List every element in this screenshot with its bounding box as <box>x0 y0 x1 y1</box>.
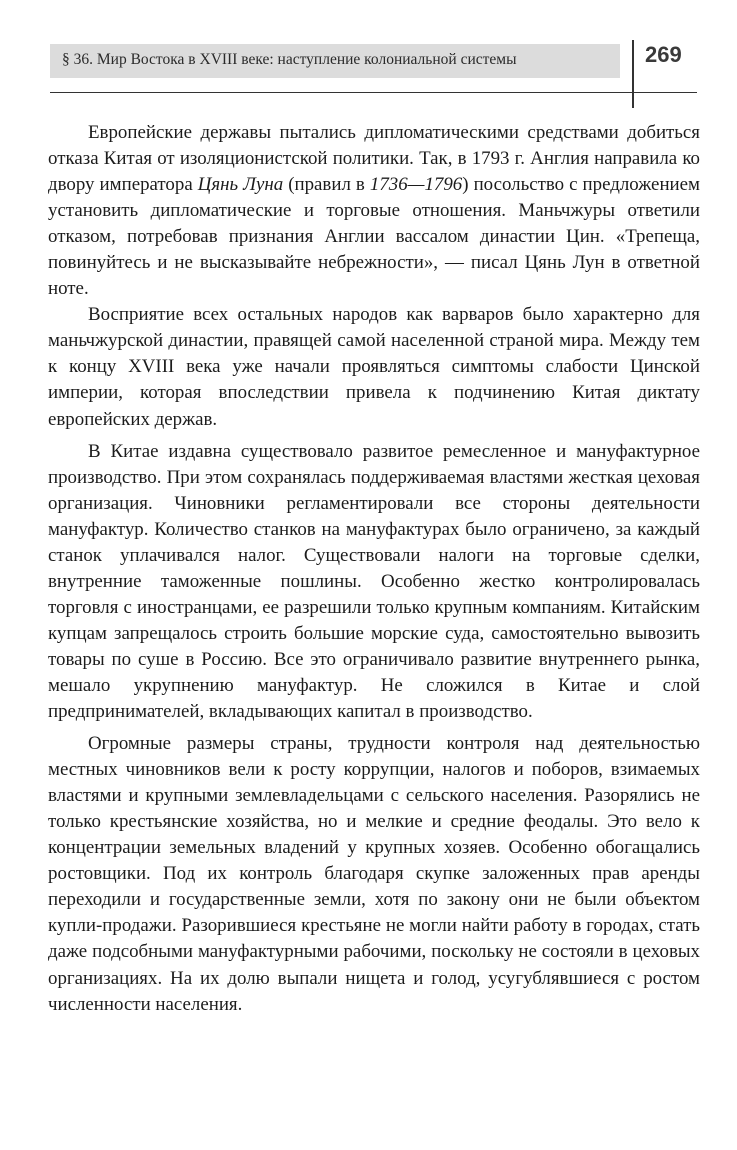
page-number: 269 <box>645 42 682 67</box>
paragraph-1-part-1: Европейские державы пытались дипломатическими средствами добиться отказа Китая от изоляционистской политики. Так, в 1793 г. Англия направила ко двору императора <box>48 122 700 196</box>
header-rule <box>50 92 697 93</box>
paragraph-3: В Китае издавна существовало развитое ремесленное и мануфактурное производство. При этом сохранялась поддерживаемая властями жесткая цеховая организация. Чиновники регламентировали все стороны деятельности мануфактур. Количество станков на мануфактурах было ограничено, за каждый станок уплачивался налог. Существовали налоги на торговые сделки, внутренние таможенные пошлины. Особенно жестко контролировалась торговля с иностранцами, ее разрешили только крупным компаниям. Китайским купцам запрещалось строить большие морские суда, самостоятельно вывозить товары по суше в Россию. Все это ограничивало развитие внутреннего рынка, мешало укрупнению мануфактур. Не сложился в Китае и слой предпринимателей, вкладывающих капитал в производство. <box>48 440 700 723</box>
ruler-name: Цянь Луна <box>197 174 284 196</box>
header-vertical-rule <box>632 40 634 108</box>
running-head: § 36. Мир Востока в XVIII веке: наступление колониальной системы <box>50 44 620 78</box>
paragraph-4: Огромные размеры страны, трудности контроля над деятельностью местных чиновников вели к росту коррупции, налогов и поборов, взимаемых властями и крупными землевладельцами с сельского населения. Разорялись не только крестьянские хозяйства, но и мелкие и средние феодалы. Это вело к концентрации земельных владений у крупных хозяев. Особенно обогащались ростовщики. Под их контроль благодаря скупке заложенных прав аренды переходили и государственные земли, хотя по закону они не были объектом купли-продажи. Разорившиеся крестьяне не могли найти работу в городах, стать даже подсобными мануфактурными рабочими, поскольку не состояли в цеховых организациях. На их долю выпали нищета и голод, усугублявшиеся с ростом численности населения. <box>48 733 700 1015</box>
paragraph-1-part-3: ) посольство с предложением установить дипломатические и торговые отношения. Маньчжуры ответили отказом, потребовав признания Англии вассалом династии Цин. «Трепеща, повинуйтесь и не высказывайте небрежности», — писал Цянь Лун в ответной ноте. <box>48 174 700 300</box>
body-text <box>48 120 700 1018</box>
paragraph-2: Восприятие всех остальных народов как варваров было характерно для маньчжурской династии, правящей самой населенной страной мира. Между тем к концу XVIII века уже начали проявляться симптомы слабости Цинской империи, которая впоследствии привела к подчинению Китая диктату европейских держав. <box>48 304 700 430</box>
reign-years: 1736—1796 <box>369 174 463 196</box>
paragraph-1-part-2: (правил в <box>283 174 370 196</box>
paragraph-1 <box>48 120 700 302</box>
